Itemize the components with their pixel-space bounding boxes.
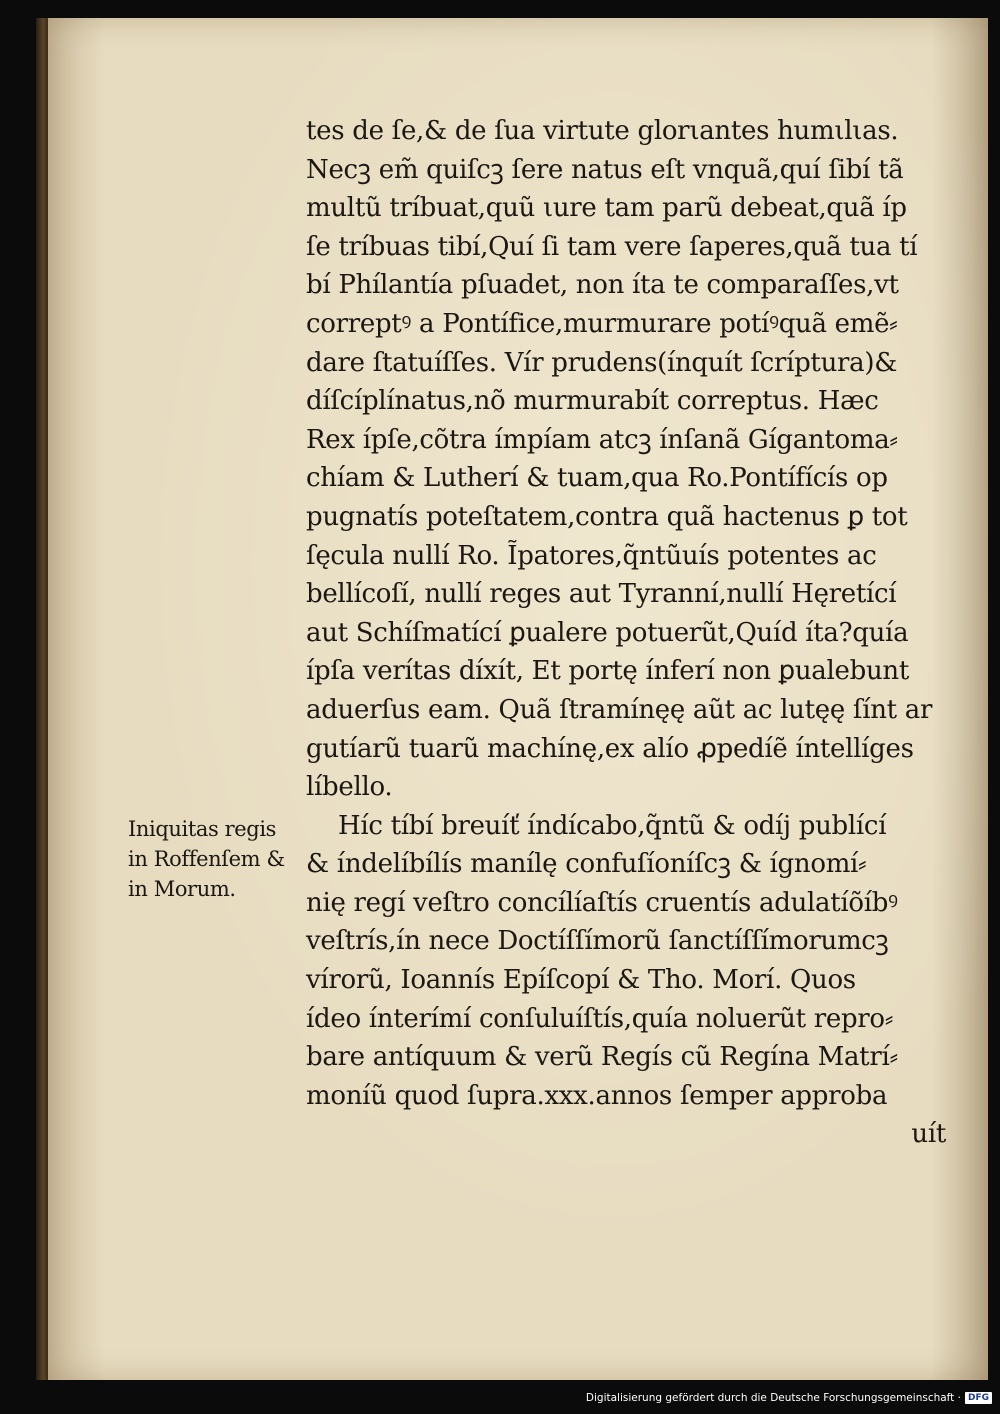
text-line: bí Phílantía pſuadet, non íta te comparaſſes,vt — [306, 270, 899, 301]
text-line: aut Schíſmatící ꝑualere potuerũt,Quíd íta?quía — [306, 617, 909, 648]
text-line: Necꝫ em̃ quiſcꝫ ſere natus eſt vnquã,quí ſibí tã — [306, 154, 904, 185]
text-line: tes de ſe,& de ſua virtute glorιantes humιlιas. — [306, 116, 899, 146]
marginal-note — [128, 814, 304, 904]
text-line: pugnatís poteſtatem,contra quã hactenus ꝑ tot — [306, 501, 908, 532]
text-line: aduerſus eam. Quã ſtramínęę aũt ac lutęę ſínt ar — [306, 694, 933, 725]
marginal-note-line: Iniquitas regis — [128, 817, 277, 841]
text-line: ídeo ínterímí conſuluíſtís,quía noluerũt repro⸗ — [306, 1003, 894, 1034]
text-line: dare ſtatuíſſes. Vír prudens(ínquít ſcríptura)& — [306, 347, 898, 378]
digitization-credit — [586, 1392, 992, 1404]
text-line: multũ tríbuat,quũ ιure tam parũ debeat,quã íp — [306, 193, 907, 224]
catchword: uít — [911, 1119, 946, 1150]
text-line: correptꝰ a Pontífice,murmurare potíꝰquã emẽ⸗ — [306, 308, 898, 339]
text-line: nię regí veſtro concílíaſtís cruentís adulatíõíbꝰ — [306, 887, 898, 918]
credit-text: Digitalisierung gefördert durch die Deutsche Forschungsgemeinschaft · — [585, 1392, 961, 1404]
text-line: ſe tríbuas tibí,Quí ſi tam vere ſaperes,quã tua tí — [306, 231, 918, 262]
text-line: moníũ quod ſupra.xxx.annos ſemper approba — [306, 1080, 888, 1111]
text-line: líbello. — [306, 772, 393, 803]
marginal-note-line: in Roffenſem & — [128, 847, 285, 871]
text-line: chíam & Lutherí & tuam,qua Ro.Pontífícís op — [306, 463, 888, 494]
text-line: ſęcula nullí Ro. Ĩpatores,q̃ntũuís potentes ac — [306, 540, 877, 571]
text-line: & índelíbílís manílę confuſíoníſcꝫ & ígnomí⸗ — [306, 849, 867, 880]
text-line: bare antíquum & verũ Regís cũ Regína Matrí⸗ — [306, 1042, 898, 1073]
text-line: gutíarũ tuarũ machínę,ex alío ꝓpedíẽ íntellíges — [306, 733, 914, 764]
text-line: díſcíplínatus,nõ murmurabít correptus. Hæc — [306, 386, 879, 417]
marginal-note-line: in Morum. — [128, 877, 236, 901]
paragraph-start-line: Híc tíbí breuíť índícabo,q̃ntũ & odíj publící — [338, 810, 887, 841]
text-line: Rex ípſe,cõtra ímpíam atcꝫ ínſanã Gígantoma⸗ — [306, 424, 898, 455]
dfg-logo-icon: DFG — [965, 1392, 992, 1404]
text-line: vírorũ, Ioannís Epíſcopí & Tho. Morí. Quos — [306, 965, 856, 996]
main-text-block — [306, 112, 946, 1154]
text-line: bellícoſí, nullí reges aut Tyranní,nullí Hęretící — [306, 579, 897, 610]
text-line: veſtrís,ín nece Doctíſſímorũ ſanctíſſímorumcꝫ — [306, 926, 889, 957]
text-line: ípſa verítas díxít, Et portę ínferí non ꝑualebunt — [306, 656, 909, 687]
book-binding-edge — [36, 18, 48, 1380]
